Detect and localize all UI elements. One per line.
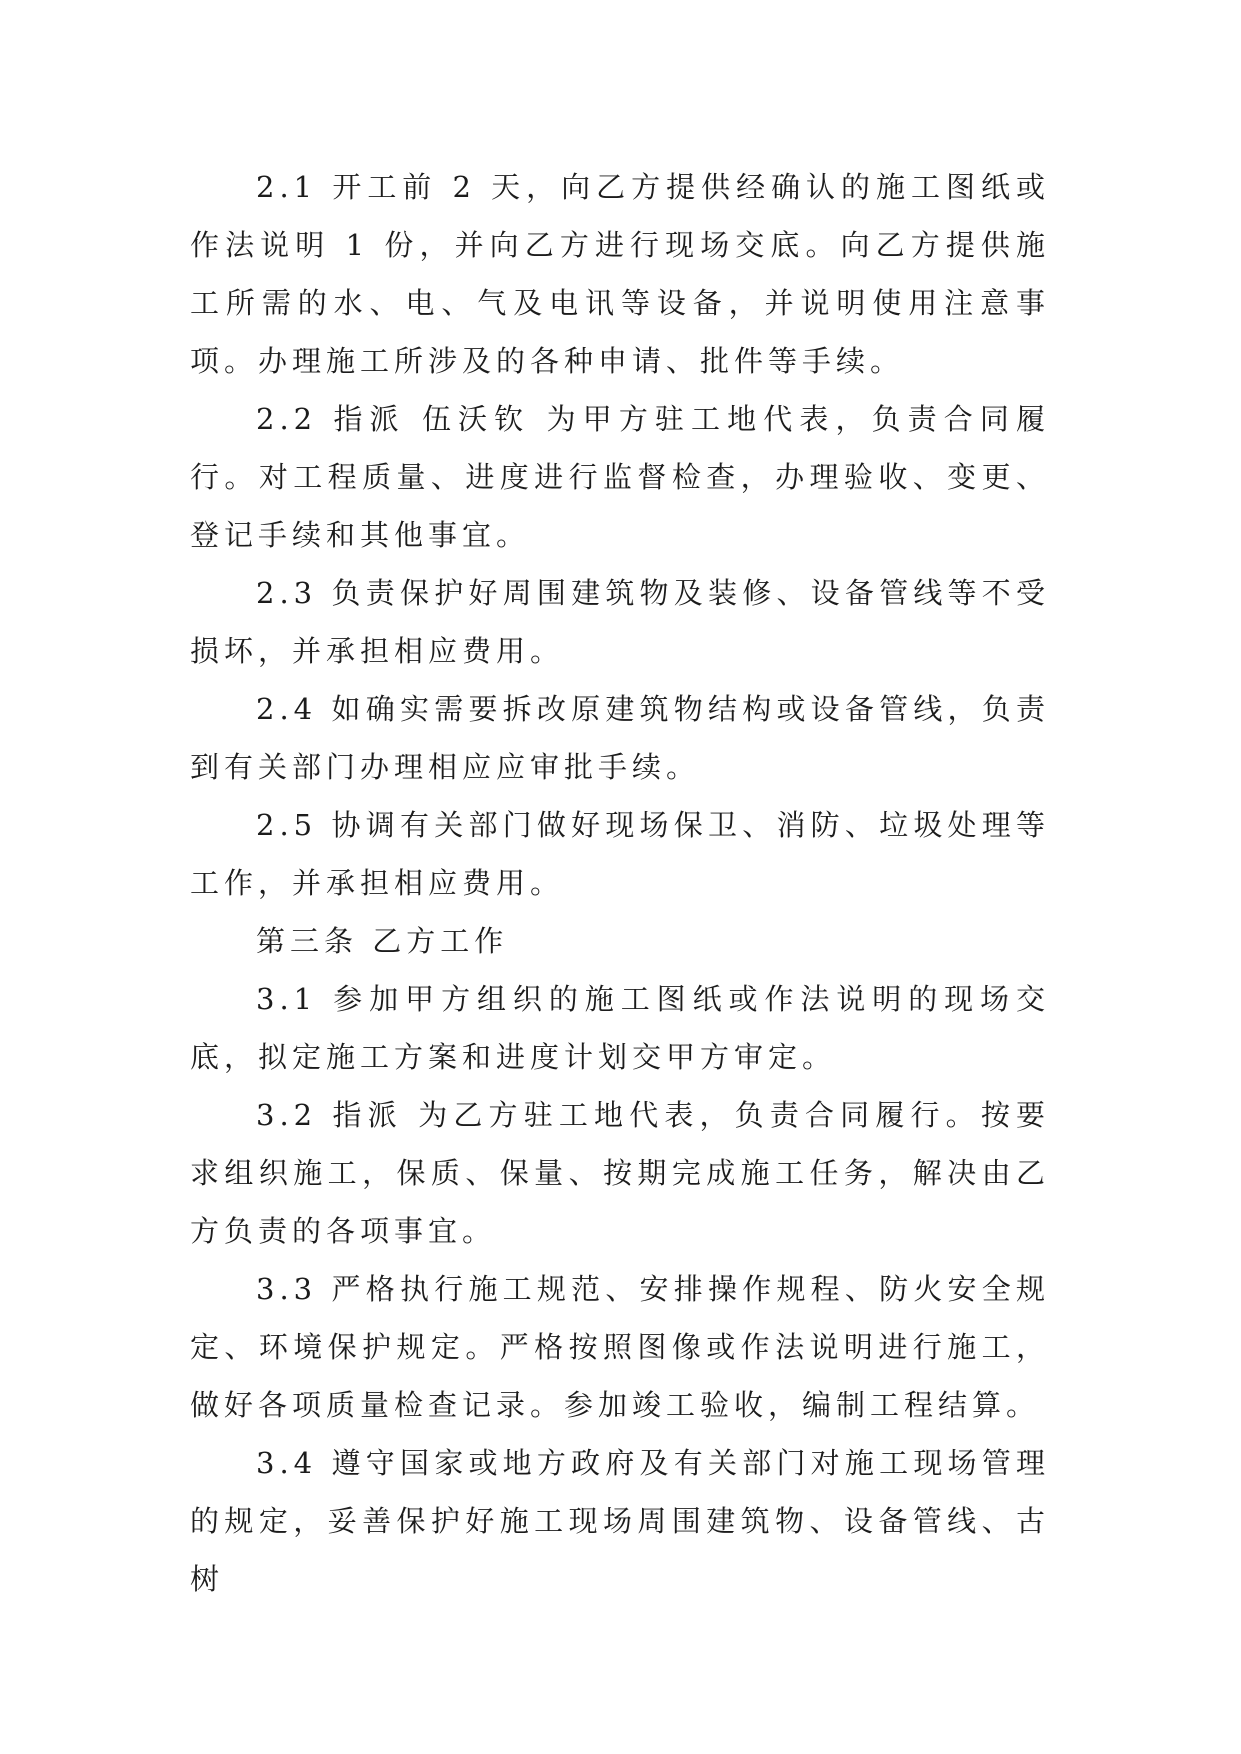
clause-2-4: 2.4 如确实需要拆改原建筑物结构或设备管线，负责到有关部门办理相应应审批手续。: [190, 692, 1050, 784]
clause-3-1: 3.1 参加甲方组织的施工图纸或作法说明的现场交底，拟定施工方案和进度计划交甲方审定。: [190, 982, 1050, 1074]
clause-2-1: 2.1 开工前 2 天，向乙方提供经确认的施工图纸或作法说明 1 份，并向乙方进行现场交底。向乙方提供施工所需的水、电、气及电讯等设备，并说明使用注意事项。办理施工所涉及的各种申请、批件等手续。: [190, 170, 1050, 378]
document-page: [190, 158, 1050, 1608]
clause-2-5: 2.5 协调有关部门做好现场保卫、消防、垃圾处理等工作，并承担相应费用。: [190, 808, 1050, 900]
clause-3-3: 3.3 严格执行施工规范、安排操作规程、防火安全规定、环境保护规定。严格按照图像或作法说明进行施工，做好各项质量检查记录。参加竣工验收，编制工程结算。: [190, 1272, 1050, 1422]
clause-3-2: 3.2 指派 为乙方驻工地代表，负责合同履行。按要求组织施工，保质、保量、按期完成施工任务，解决由乙方负责的各项事宜。: [190, 1098, 1050, 1248]
clause-2-3: 2.3 负责保护好周围建筑物及装修、设备管线等不受损坏，并承担相应费用。: [190, 576, 1050, 668]
article-3-heading: 第三条 乙方工作: [256, 924, 509, 958]
clause-3-4: 3.4 遵守国家或地方政府及有关部门对施工现场管理的规定，妥善保护好施工现场周围建筑物、设备管线、古树: [190, 1446, 1050, 1596]
clause-2-2: 2.2 指派 伍沃钦 为甲方驻工地代表，负责合同履行。对工程质量、进度进行监督检查，办理验收、变更、登记手续和其他事宜。: [190, 402, 1050, 552]
